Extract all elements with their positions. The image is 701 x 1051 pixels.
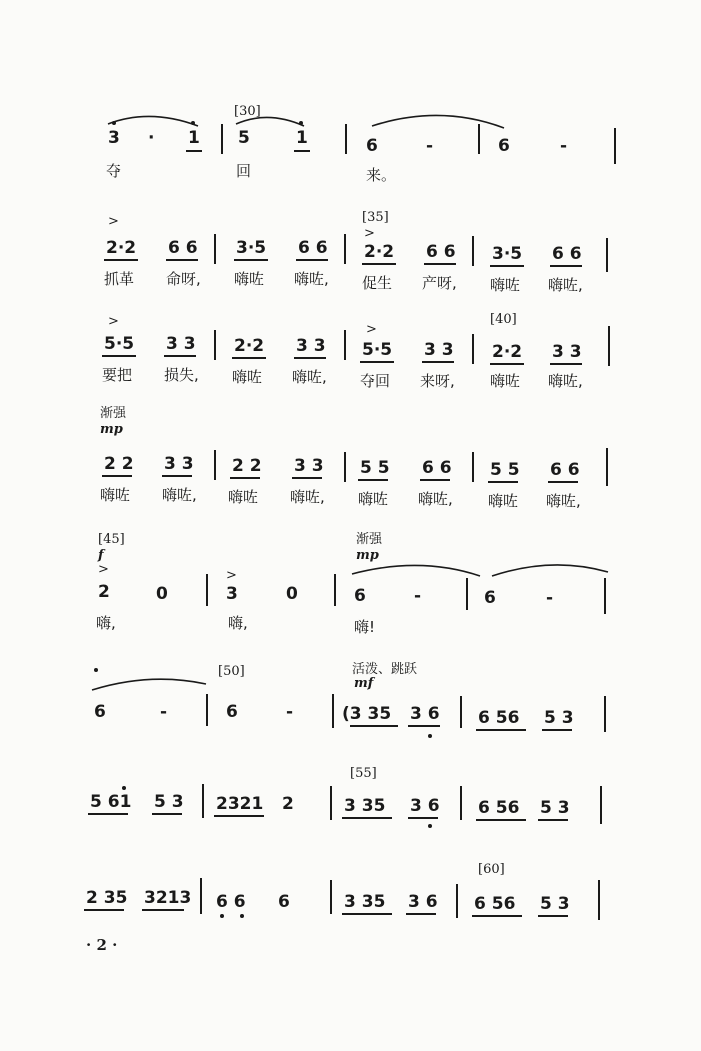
lyric: 嗨咗 [490, 276, 521, 294]
rehearsal-mark-35: [35] [362, 210, 389, 225]
note-group: 6 6 [298, 238, 328, 258]
dash: - [286, 702, 294, 722]
note-group: 3 6 [408, 892, 438, 912]
note: 6 [484, 588, 496, 608]
note: 1 [296, 128, 308, 148]
note-group: 2 2 [232, 456, 262, 476]
lyric: 嗨咗, [548, 276, 583, 294]
note: 2 [98, 582, 110, 602]
dynamic-marking: f [98, 548, 104, 563]
slur [492, 565, 608, 576]
lyric: 夺回 [360, 372, 391, 390]
note-group: 2·2 [106, 238, 137, 258]
note: 2 [282, 794, 294, 814]
lyric: 嗨咗, [548, 372, 583, 390]
note-group: 3 3 [166, 334, 196, 354]
lyric: 嗨咗, [418, 490, 453, 508]
slur [352, 565, 480, 576]
lyric: 夺 [106, 162, 122, 180]
note-group: 6 6 [216, 892, 246, 912]
note-group: 5 3 [540, 894, 570, 914]
rehearsal-mark-45: [45] [98, 532, 125, 547]
expression-marking: 活泼、跳跃 [352, 662, 418, 677]
note-group: 2321 [216, 794, 264, 814]
lyric: 嗨咗 [232, 368, 263, 386]
note: 3 [108, 128, 120, 148]
lyric: 来。 [366, 166, 397, 184]
note-group: 5 5 [490, 460, 520, 480]
note-group: 2 35 [86, 888, 128, 908]
note-group: 5 3 [544, 708, 574, 728]
note-group: 3·5 [236, 238, 267, 258]
note-group: 6 6 [426, 242, 456, 262]
dynamic-marking: mp [100, 422, 123, 437]
lyric: 损失, [164, 366, 199, 384]
dash: - [560, 136, 568, 156]
lyric: 嗨咗 [234, 270, 265, 288]
accent-mark: > [226, 568, 237, 583]
dash: - [546, 588, 554, 608]
note-group: 3 3 [296, 336, 326, 356]
rehearsal-mark-60: [60] [478, 862, 505, 877]
note-group: 6 6 [552, 244, 582, 264]
rehearsal-mark-55: [55] [350, 766, 377, 781]
note-group: 3·5 [492, 244, 523, 264]
note-group: 2·2 [234, 336, 265, 356]
expression-marking: 渐强 [356, 532, 383, 547]
slur [92, 679, 206, 690]
lyric: 产呀, [422, 274, 457, 292]
lyric: 嗨, [96, 614, 116, 632]
lyric: 嗨咗, [546, 492, 581, 510]
note-group: 3 6 [410, 704, 440, 724]
note: 6 [94, 702, 106, 722]
note-group: 5·5 [104, 334, 135, 354]
lyric: 嗨, [228, 614, 248, 632]
dynamic-marking: mp [356, 548, 379, 563]
note-group: 6 6 [168, 238, 198, 258]
lyric: 回 [236, 162, 252, 180]
expression-marking: 渐强 [100, 406, 127, 421]
note-dot: · [148, 128, 155, 148]
lyric: 嗨! [354, 618, 376, 636]
note-group: 3 35 [344, 892, 386, 912]
lyric: 嗨咗, [292, 368, 327, 386]
note-group: 2·2 [492, 342, 523, 362]
note-group: (3 35 [342, 704, 392, 724]
note-group: 3 3 [552, 342, 582, 362]
lyric: 促生 [362, 274, 393, 292]
rehearsal-mark-40: [40] [490, 312, 517, 327]
lyric: 命呀, [166, 270, 201, 288]
dash: - [426, 136, 434, 156]
note-group: 3213 [144, 888, 192, 908]
dynamic-marking: mf [354, 676, 374, 691]
accent-mark: > [366, 322, 377, 337]
lyric: 嗨咗 [358, 490, 389, 508]
page-number: · 2 · [86, 936, 118, 954]
note-group: 6 6 [550, 460, 580, 480]
accent-mark: > [108, 214, 119, 229]
accent-mark: > [108, 314, 119, 329]
note-group: 5 61 [90, 792, 132, 812]
note: 5 [238, 128, 250, 148]
note-group: 5 3 [540, 798, 570, 818]
dash: - [414, 586, 422, 606]
note-group: 5 3 [154, 792, 184, 812]
note-group: 2·2 [364, 242, 395, 262]
note-group: 3 3 [294, 456, 324, 476]
lyric: 嗨咗, [294, 270, 329, 288]
lyric: 来呀, [420, 372, 455, 390]
rehearsal-mark-50: [50] [218, 664, 245, 679]
note: 1 [188, 128, 200, 148]
note: 6 [354, 586, 366, 606]
note: 6 [498, 136, 510, 156]
note-group: 6 6 [422, 458, 452, 478]
lyric: 嗨咗 [100, 486, 131, 504]
note-group: 3 3 [164, 454, 194, 474]
rest: 0 [286, 584, 298, 604]
note-group: 3 6 [410, 796, 440, 816]
note-group: 3 3 [424, 340, 454, 360]
rest: 0 [156, 584, 168, 604]
note: 3 [226, 584, 238, 604]
slur [372, 115, 504, 128]
lyric: 要把 [102, 366, 133, 384]
note: 6 [366, 136, 378, 156]
note-group: 5·5 [362, 340, 393, 360]
note: 6 [226, 702, 238, 722]
lyric: 嗨咗, [290, 488, 325, 506]
note-group: 2 2 [104, 454, 134, 474]
dash: - [160, 702, 168, 722]
note-group: 6 56 [478, 798, 520, 818]
note-group: 5 5 [360, 458, 390, 478]
slur [108, 116, 198, 126]
lyric: 嗨咗 [228, 488, 259, 506]
note: 6 [278, 892, 290, 912]
rehearsal-mark-30: [30] [234, 104, 261, 119]
accent-mark: > [364, 226, 375, 241]
lyric: 抓革 [104, 270, 135, 288]
note-group: 6 56 [474, 894, 516, 914]
note-group: 6 56 [478, 708, 520, 728]
note-group: 3 35 [344, 796, 386, 816]
lyric: 嗨咗, [162, 486, 197, 504]
lyric: 嗨咗 [490, 372, 521, 390]
lyric: 嗨咗 [488, 492, 519, 510]
accent-mark: > [98, 562, 109, 577]
slur [236, 117, 304, 126]
